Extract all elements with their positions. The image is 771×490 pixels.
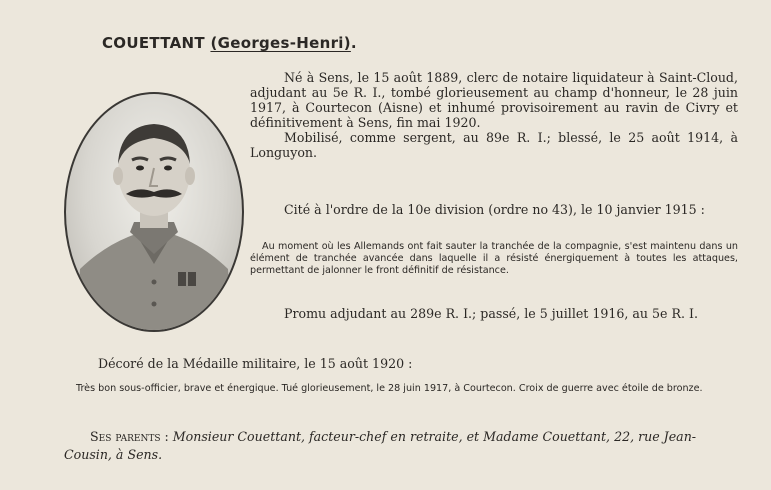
parents-label: Ses parents : <box>90 429 169 444</box>
surname: COUETTANT <box>102 34 205 52</box>
page-title <box>102 34 357 52</box>
promotion-block <box>250 306 738 321</box>
soldier-portrait-icon <box>66 94 242 330</box>
promotion-paragraph: Promu adjudant au 289e R. I.; passé, le 5 juillet 1916, au 5e R. I. <box>284 306 698 321</box>
medal-citation <box>64 383 738 395</box>
citation-intro-paragraph: Cité à l'ordre de la 10e division (ordre no 43), le 10 janvier 1915 : <box>284 202 705 217</box>
citation-intro <box>250 202 738 217</box>
birth-paragraph: Né à Sens, le 15 août 1889, clerc de notaire liquidateur à Saint-Cloud, adjudant au 5e R. I., tombé glorieusement au champ d'honneur, le 28 juin 1917, à Courtecon (Aisne) et inhumé provisoirement au ravin de Civry et définitivement à Sens, fin mai 1920. <box>250 70 738 130</box>
mobilisation-paragraph: Mobilisé, comme sergent, au 89e R. I.; blessé, le 25 août 1914, à Longuyon. <box>250 130 738 160</box>
citation-block <box>250 241 738 277</box>
parents-text: Monsieur Couettant, facteur-chef en retraite, et Madame Couettant, 22, rue Jean-Cousin, à Sens. <box>64 429 697 462</box>
title-period: . <box>350 34 357 52</box>
medal-line: Décoré de la Médaille militaire, le 15 août 1920 : <box>98 356 413 371</box>
citation-text: Au moment où les Allemands ont fait sauter la tranchée de la compagnie, s'est maintenu dans un élément de tranchée avancée dans laquelle il a résisté énergiquement à toutes les attaques, permettant de jalonner le front définitif de résistance. <box>250 241 738 276</box>
given-names: (Georges-Henri) <box>210 34 351 52</box>
biography-intro <box>250 70 738 160</box>
portrait-photo <box>64 92 244 332</box>
parents-block <box>64 428 738 464</box>
medal-citation-text: Très bon sous-officier, brave et énergique. Tué glorieusement, le 28 juin 1917, à Courtecon. Croix de guerre avec étoile de bronze. <box>76 383 703 394</box>
